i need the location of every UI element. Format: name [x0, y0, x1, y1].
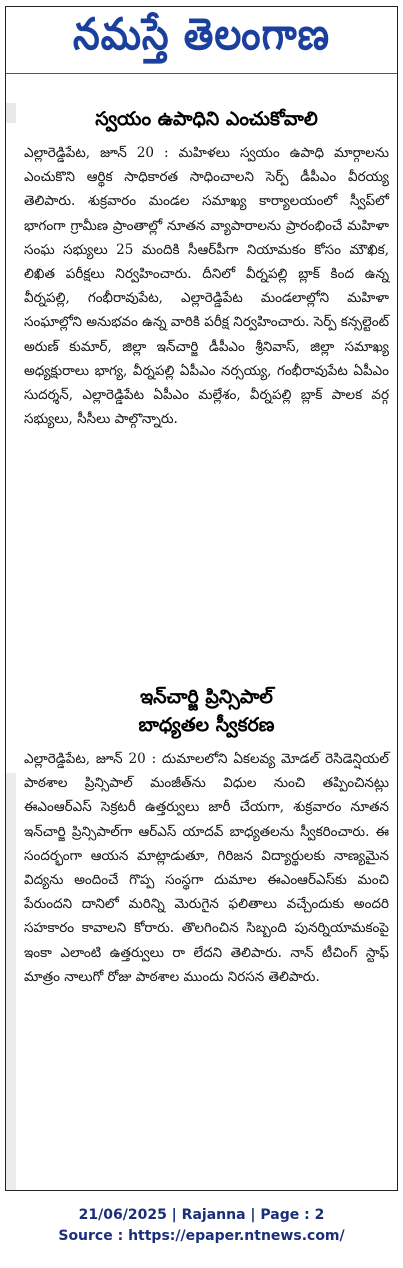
article-headline-line2: బాధ్యతల స్వీకరణ: [138, 714, 275, 736]
masthead-title: నమస్తే తెలంగాణ: [73, 8, 330, 60]
left-margin-strip: [6, 73, 16, 1191]
article-principal: [24, 683, 389, 989]
article-headline-line1: ఇన్‌చార్జి ప్రిన్సిపాల్: [140, 686, 273, 708]
footer-date-page: 21/06/2025 | Rajanna | Page : 2: [78, 1207, 325, 1223]
article-headline: స్వయం ఉపాధిని ఎంచుకోవాలి: [95, 108, 318, 130]
margin-shade: [6, 103, 16, 123]
article-self-employment: [24, 105, 389, 431]
article-body: ఎల్లారెడ్డిపేట, జూన్ 20 : మహిళలు స్వయం ఉపాధి మార్గాలను ఎంచుకొని ఆర్థిక సాధికారత సాధించాలని సెర్ప్ డీపీఎం వీరయ్య తెలిపారు. శుక్రవారం మండల సమాఖ్య కార్యాలయంలో స్వీప్‌లో భాగంగా గ్రామీణ ప్రాంతాల్లో నూతన వ్యాపారాలను ప్రారంభించే మహిళా సంఘ సభ్యులు 25 మందికి సీఆర్‌పీగా నియామకం కోసం మౌఖిక, లిఖిత పరీక్షలు నిర్వహించారు. దీనిలో వీర్నపల్లి బ్లాక్ కింద ఉన్న వీర్నపల్లి, గంభీరావుపేట, ఎల్లారెడ్డిపేట మండలాల్లోని మహిళా సంఘాల్లోని అనుభవం ఉన్న వారికి పరీక్ష నిర్వహించారు. సెర్ప్ కన్సల్టెంట్ అరుణ్ కుమార్, జిల్లా ఇన్‌చార్జి డీపీఎం శ్రీనివాస్, జిల్లా సమాఖ్య అధ్యక్షురాలు భాగ్య, వీర్నపల్లి ఏపీఎం నర్సయ్య, గంభీరావుపేట ఏపీఎం సుదర్శన్, ఎల్లారెడ్డిపేట ఏపీఎం మల్లేశం, వీర్నపల్లి బ్లాక్ పాలక వర్గ సభ్యులు, సీసీలు పాల్గొన్నారు.: [24, 145, 389, 428]
footer-source-link[interactable]: Source : https://epaper.ntnews.com/: [58, 1228, 345, 1244]
news-clipping: [5, 6, 398, 1191]
masthead: [6, 7, 397, 74]
article-body: ఎల్లారెడ్డిపేట, జూన్ 20 : దుమాలలోని ఏకలవ్య మోడల్ రెసిడెన్షియల్ పాఠశాల ప్రిన్సిపాల్ మంజీత్‌ను విధుల నుంచి తప్పించినట్లు ఈఎంఆర్ఎస్ సెక్రటరీ ఉత్తర్వులు జారీ చేయగా, శుక్రవారం నూతన ఇన్‌చార్జి ప్రిన్సిపాల్‌గా ఆర్ఎస్ యాదవ్ బాధ్యతలను స్వీకరించారు. ఈ సందర్భంగా ఆయన మాట్లాడుతూ, గిరిజన విద్యార్థులకు నాణ్యమైన విద్యను అందించే గొప్ప సంస్థగా దుమాల ఈఎంఆర్ఎస్‌కు మంచి పేరుందని దానిలో మరిన్ని మెరుగైన ఫలితాలు వచ్చేందుకు అందరి సహకారం కావాలని కోరారు. తొలగించిన సిబ్బంది పునర్నియామకంపై ఇంకా ఎలాంటి ఉత్తర్వులు రా లేదని తెలిపారు. నాన్ టీచింగ్ స్టాఫ్ మాత్రం నాలుగో రోజు పాఠశాల ముందు నిరసన తెలిపారు.: [24, 751, 389, 985]
margin-shade: [6, 773, 16, 1191]
